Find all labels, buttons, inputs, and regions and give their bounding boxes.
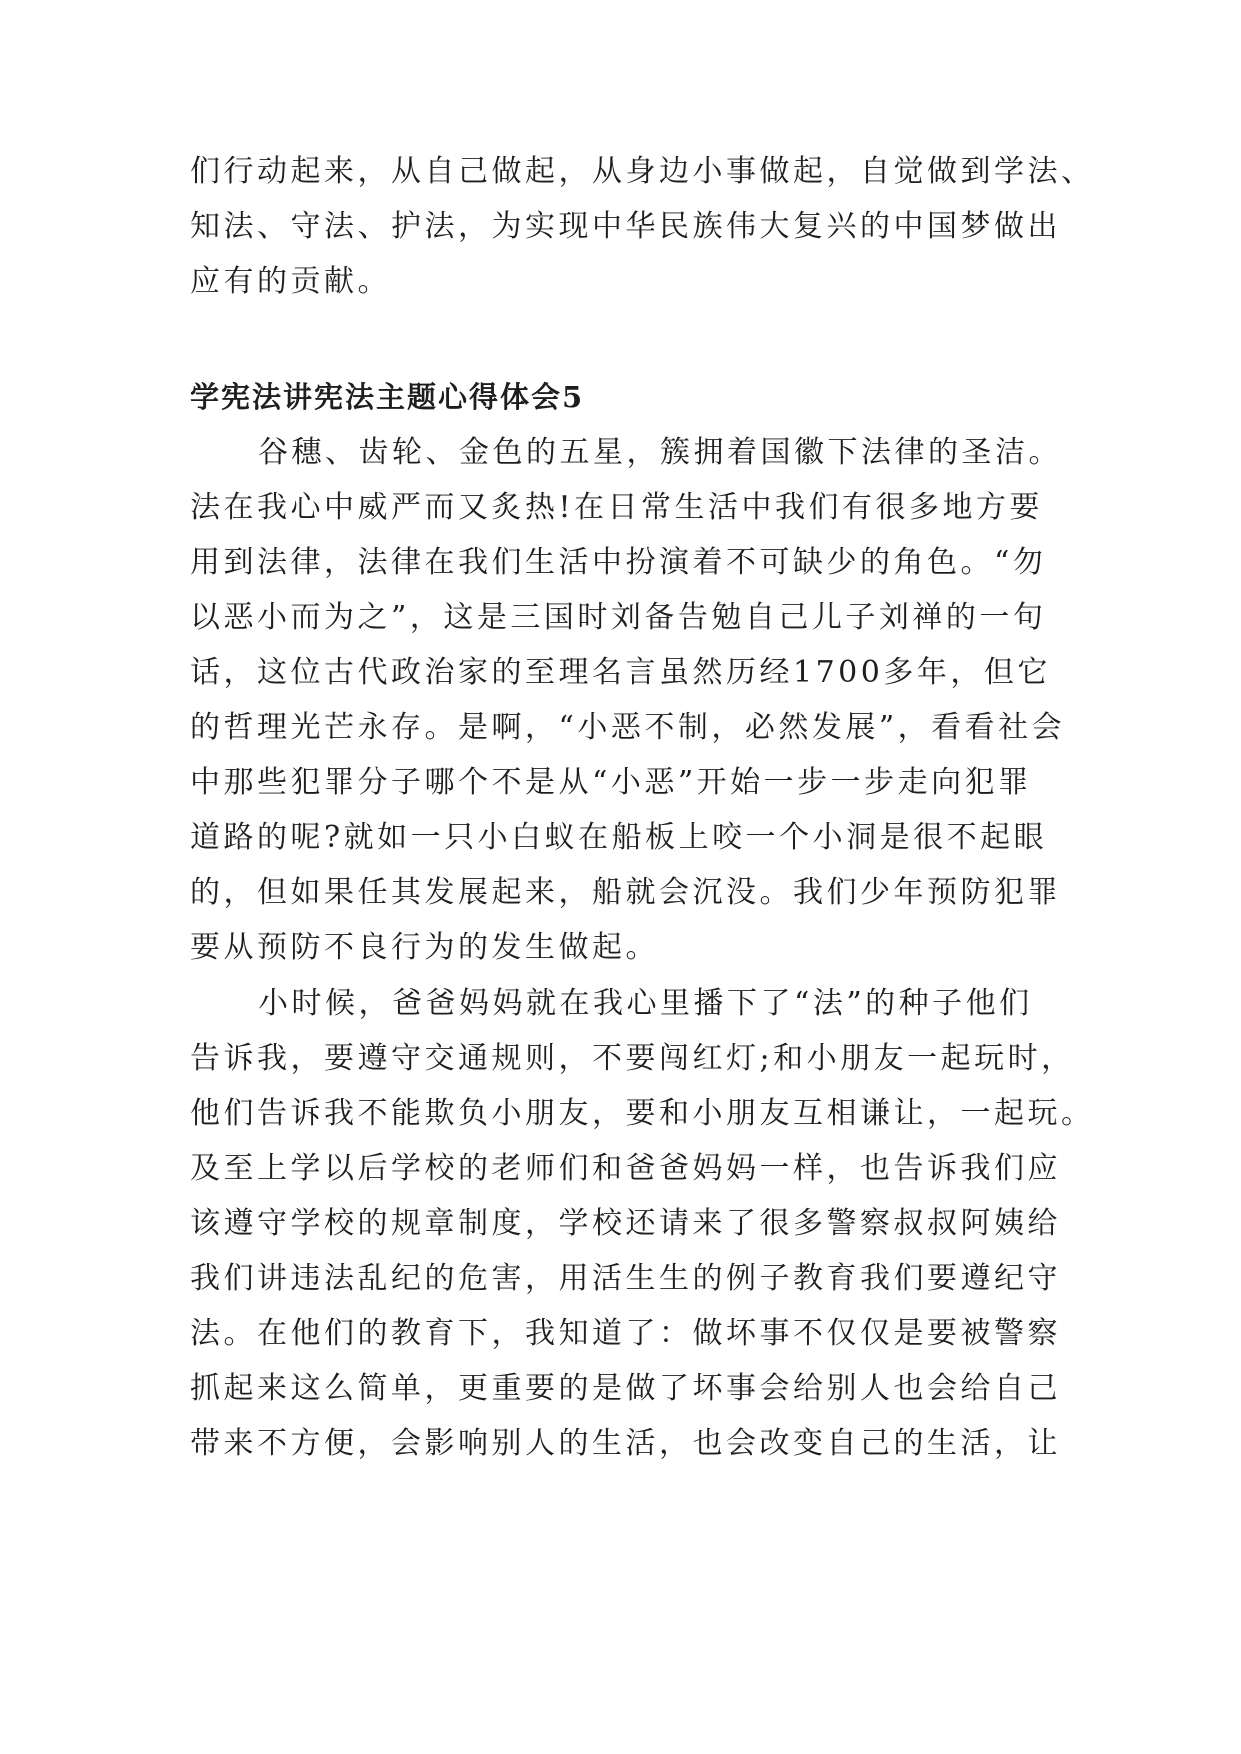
text-line: 以恶小而为之”，这是三国时刘备告勉自己儿子刘禅的一句 xyxy=(190,600,1047,635)
text-line: 用到法律，法律在我们生活中扮演着不可缺少的角色。“勿 xyxy=(190,545,1047,580)
text-line: 他们告诉我不能欺负小朋友，要和小朋友互相谦让，一起玩。 xyxy=(190,1096,1095,1131)
text-line: 我们讲违法乱纪的危害，用活生生的例子教育我们要遵纪守 xyxy=(190,1261,1061,1296)
text-line: 要从预防不良行为的发生做起。 xyxy=(190,930,659,965)
section-heading: 学宪法讲宪法主题心得体会5 xyxy=(190,380,585,414)
text-line: 道路的呢?就如一只小白蚁在船板上咬一个小洞是很不起眼 xyxy=(190,820,1048,855)
text-line: 知法、守法、护法，为实现中华民族伟大复兴的中国梦做出 xyxy=(190,209,1061,244)
text-line: 抓起来这么简单，更重要的是做了坏事会给别人也会给自己 xyxy=(190,1371,1061,1406)
text-line: 法。在他们的教育下，我知道了：做坏事不仅仅是要被警察 xyxy=(190,1316,1061,1351)
text-line: 中那些犯罪分子哪个不是从“小恶”开始一步一步走向犯罪 xyxy=(190,765,1032,800)
text-line: 该遵守学校的规章制度，学校还请来了很多警察叔叔阿姨给 xyxy=(190,1206,1061,1241)
text-line: 们行动起来，从自己做起，从身边小事做起，自觉做到学法、 xyxy=(190,154,1095,189)
text-line: 的哲理光芒永存。是啊，“小恶不制，必然发展”，看看社会 xyxy=(190,710,1066,745)
text-line: 带来不方便，会影响别人的生活，也会改变自己的生活，让 xyxy=(190,1426,1061,1461)
text-line: 的，但如果任其发展起来，船就会沉没。我们少年预防犯罪 xyxy=(190,875,1061,910)
text-line: 应有的贡献。 xyxy=(190,264,391,299)
text-line: 话，这位古代政治家的至理名言虽然历经1700多年，但它 xyxy=(190,655,1051,690)
text-line: 谷穗、齿轮、金色的五星，簇拥着国徽下法律的圣洁。 xyxy=(258,435,1062,470)
text-line: 法在我心中威严而又炙热!在日常生活中我们有很多地方要 xyxy=(190,490,1044,525)
text-line: 告诉我，要遵守交通规则，不要闯红灯;和小朋友一起玩时， xyxy=(190,1041,1075,1076)
text-line: 小时候，爸爸妈妈就在我心里播下了“法”的种子他们 xyxy=(258,986,1033,1021)
text-line: 及至上学以后学校的老师们和爸爸妈妈一样，也告诉我们应 xyxy=(190,1151,1061,1186)
